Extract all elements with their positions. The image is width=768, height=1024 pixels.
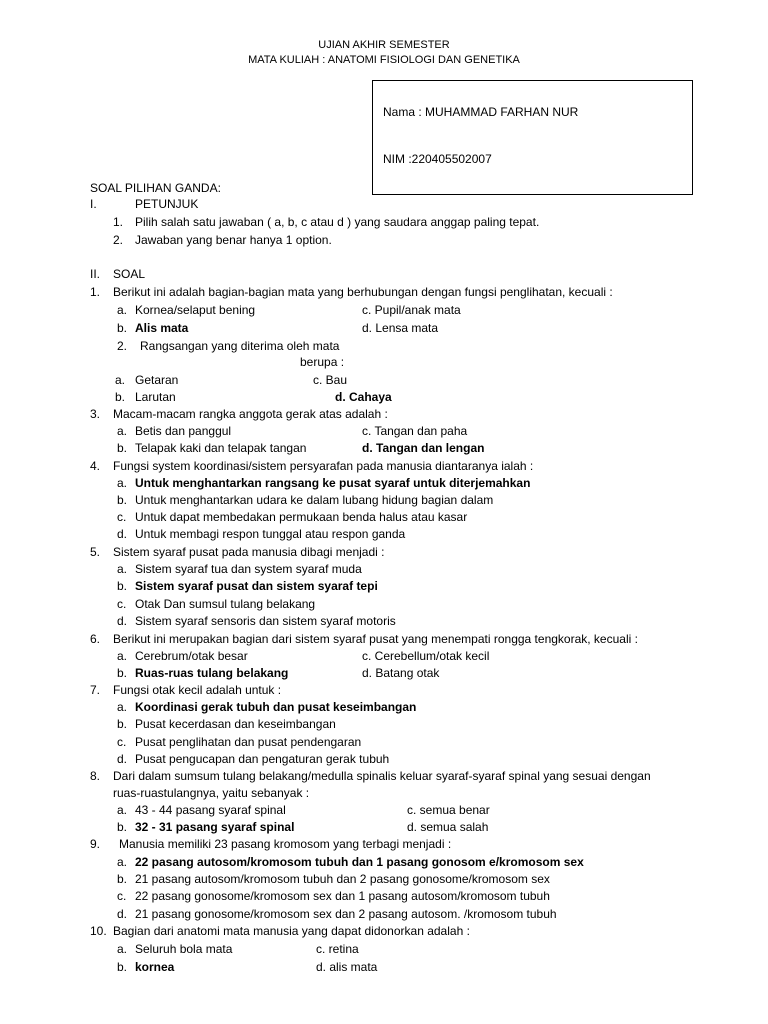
option-text: c. Bau	[313, 373, 348, 387]
option-letter: c.	[117, 889, 127, 903]
section-heading: SOAL PILIHAN GANDA:	[90, 181, 221, 195]
option-text: d. semua salah	[407, 820, 489, 834]
question-text: Fungsi otak kecil adalah untuk :	[113, 683, 282, 697]
question-text-continued: ruas-ruastulangnya, yaitu sebanyak :	[113, 786, 310, 800]
option-text: d. Tangan dan lengan	[362, 441, 485, 455]
option-text: d. Lensa mata	[362, 321, 439, 335]
option-text: 21 pasang autosom/kromosom tubuh dan 2 pasang gonosome/kromosom sex	[135, 872, 550, 886]
option-letter: a.	[117, 649, 128, 663]
option-text: 21 pasang gonosome/kromosom sex dan 2 pasang autosom. /kromosom tubuh	[135, 907, 557, 921]
question-number: 3.	[90, 407, 101, 421]
option-text: 32 - 31 pasang syaraf spinal	[135, 820, 295, 834]
question-text: Macam-macam rangka anggota gerak atas adalah :	[113, 407, 388, 421]
option-text: Untuk membagi respon tunggal atau respon ganda	[135, 527, 406, 541]
option-text: Sistem syaraf tua dan system syaraf muda	[135, 562, 362, 576]
instruction-number: 2.	[113, 233, 124, 247]
option-text: c. Tangan dan paha	[362, 424, 468, 438]
question-number: 6.	[90, 632, 101, 646]
option-text: Untuk menghantarkan udara ke dalam lubang hidung bagian dalam	[135, 493, 494, 507]
option-letter: d.	[117, 752, 128, 766]
option-text: Betis dan panggul	[135, 424, 232, 438]
option-text: c. semua benar	[407, 803, 490, 817]
option-text: 43 - 44 pasang syaraf spinal	[135, 803, 286, 817]
question-number: 1.	[90, 285, 101, 299]
question-number: 9.	[90, 837, 101, 851]
option-text: Sistem syaraf sensoris dan sistem syaraf motoris	[135, 614, 396, 628]
instruction-number: 1.	[113, 215, 124, 229]
question-text: Berikut ini adalah bagian-bagian mata yang berhubungan dengan fungsi penglihatan, kecuali :	[113, 285, 613, 299]
option-text: 22 pasang gonosome/kromosom sex dan 1 pasang autosom/kromosom tubuh	[135, 889, 550, 903]
option-letter: b.	[117, 820, 128, 834]
option-letter: a.	[117, 803, 128, 817]
option-text: Ruas-ruas tulang belakang	[135, 666, 289, 680]
option-text: Pusat pengucapan dan pengaturan gerak tubuh	[135, 752, 390, 766]
option-letter: c.	[117, 735, 127, 749]
option-text: 22 pasang autosom/kromosom tubuh dan 1 pasang gonosom e/kromosom sex	[135, 855, 584, 869]
instruction-text: Pilih salah satu jawaban ( a, b, c atau d ) yang saudara anggap paling tepat.	[135, 215, 540, 229]
student-nim: NIM :220405502007	[383, 152, 492, 166]
option-letter: b.	[117, 960, 128, 974]
petunjuk-numeral: I.	[90, 197, 97, 211]
question-number: 8.	[90, 769, 101, 783]
option-letter: b.	[117, 321, 128, 335]
question-text-continued: berupa :	[300, 355, 345, 369]
question-number: 10.	[90, 924, 107, 938]
option-text: Alis mata	[135, 321, 189, 335]
option-text: c. Pupil/anak mata	[362, 303, 461, 317]
option-letter: b.	[115, 390, 126, 404]
question-number: 7.	[90, 683, 101, 697]
option-text: Pusat penglihatan dan pusat pendengaran	[135, 735, 362, 749]
option-letter: a.	[117, 855, 128, 869]
question-text: Manusia memiliki 23 pasang kromosom yang terbagi menjadi :	[119, 837, 452, 851]
exam-title: UJIAN AKHIR SEMESTER	[318, 39, 450, 51]
question-text: Berikut ini merupakan bagian dari sistem syaraf pusat yang menempati rongga tengkorak, kecuali :	[113, 632, 638, 646]
option-letter: c.	[117, 510, 127, 524]
option-text: kornea	[135, 960, 175, 974]
option-letter: b.	[117, 579, 128, 593]
option-letter: d.	[117, 907, 128, 921]
option-text: Otak Dan sumsul tulang belakang	[135, 597, 316, 611]
option-text: Telapak kaki dan telapak tangan	[135, 441, 307, 455]
option-text: d. Cahaya	[335, 390, 392, 404]
soal-heading: SOAL	[113, 267, 146, 281]
option-text: Seluruh bola mata	[135, 942, 233, 956]
option-text: Larutan	[135, 390, 176, 404]
option-text: d. alis mata	[316, 960, 378, 974]
option-text: Kornea/selaput bening	[135, 303, 256, 317]
question-text: Rangsangan yang diterima oleh mata	[140, 339, 340, 353]
option-letter: b.	[117, 872, 128, 886]
option-text: d. Batang otak	[362, 666, 440, 680]
student-name: Nama : MUHAMMAD FARHAN NUR	[383, 105, 579, 119]
option-letter: a.	[115, 373, 126, 387]
option-text: Koordinasi gerak tubuh dan pusat keseimbangan	[135, 700, 417, 714]
petunjuk-heading: PETUNJUK	[135, 197, 199, 211]
option-letter: a.	[117, 476, 128, 490]
option-letter: b.	[117, 717, 128, 731]
option-text: Cerebrum/otak besar	[135, 649, 248, 663]
question-number: 5.	[90, 545, 101, 559]
option-letter: a.	[117, 700, 128, 714]
option-text: Pusat kecerdasan dan keseimbangan	[135, 717, 336, 731]
question-text: Sistem syaraf pusat pada manusia dibagi menjadi :	[113, 545, 385, 559]
student-info-box	[372, 80, 693, 195]
option-letter: d.	[117, 614, 128, 628]
option-text: Untuk dapat membedakan permukaan benda halus atau kasar	[135, 510, 468, 524]
option-text: c. retina	[316, 942, 359, 956]
option-letter: a.	[117, 942, 128, 956]
question-number: 4.	[90, 459, 101, 473]
question-text: Dari dalam sumsum tulang belakang/medulla spinalis keluar syaraf-syaraf spinal yang sesuai dengan	[113, 769, 651, 783]
option-letter: b.	[117, 493, 128, 507]
option-letter: b.	[117, 666, 128, 680]
option-text: Getaran	[135, 373, 179, 387]
option-letter: a.	[117, 303, 128, 317]
question-text: Bagian dari anatomi mata manusia yang dapat didonorkan adalah :	[113, 924, 470, 938]
course-title: MATA KULIAH : ANATOMI FISIOLOGI DAN GENETIKA	[248, 54, 520, 66]
option-letter: a.	[117, 562, 128, 576]
option-letter: b.	[117, 441, 128, 455]
option-text: Untuk menghantarkan rangsang ke pusat syaraf untuk diterjemahkan	[135, 476, 531, 490]
instruction-text: Jawaban yang benar hanya 1 option.	[135, 233, 332, 247]
option-letter: d.	[117, 527, 128, 541]
option-letter: a.	[117, 424, 128, 438]
question-text: Fungsi system koordinasi/sistem persyarafan pada manusia diantaranya ialah :	[113, 459, 534, 473]
option-text: Sistem syaraf pusat dan sistem syaraf tepi	[135, 579, 378, 593]
option-text: c. Cerebellum/otak kecil	[362, 649, 490, 663]
option-letter: c.	[117, 597, 127, 611]
question-number: 2.	[117, 339, 128, 353]
soal-numeral: II.	[90, 267, 101, 281]
